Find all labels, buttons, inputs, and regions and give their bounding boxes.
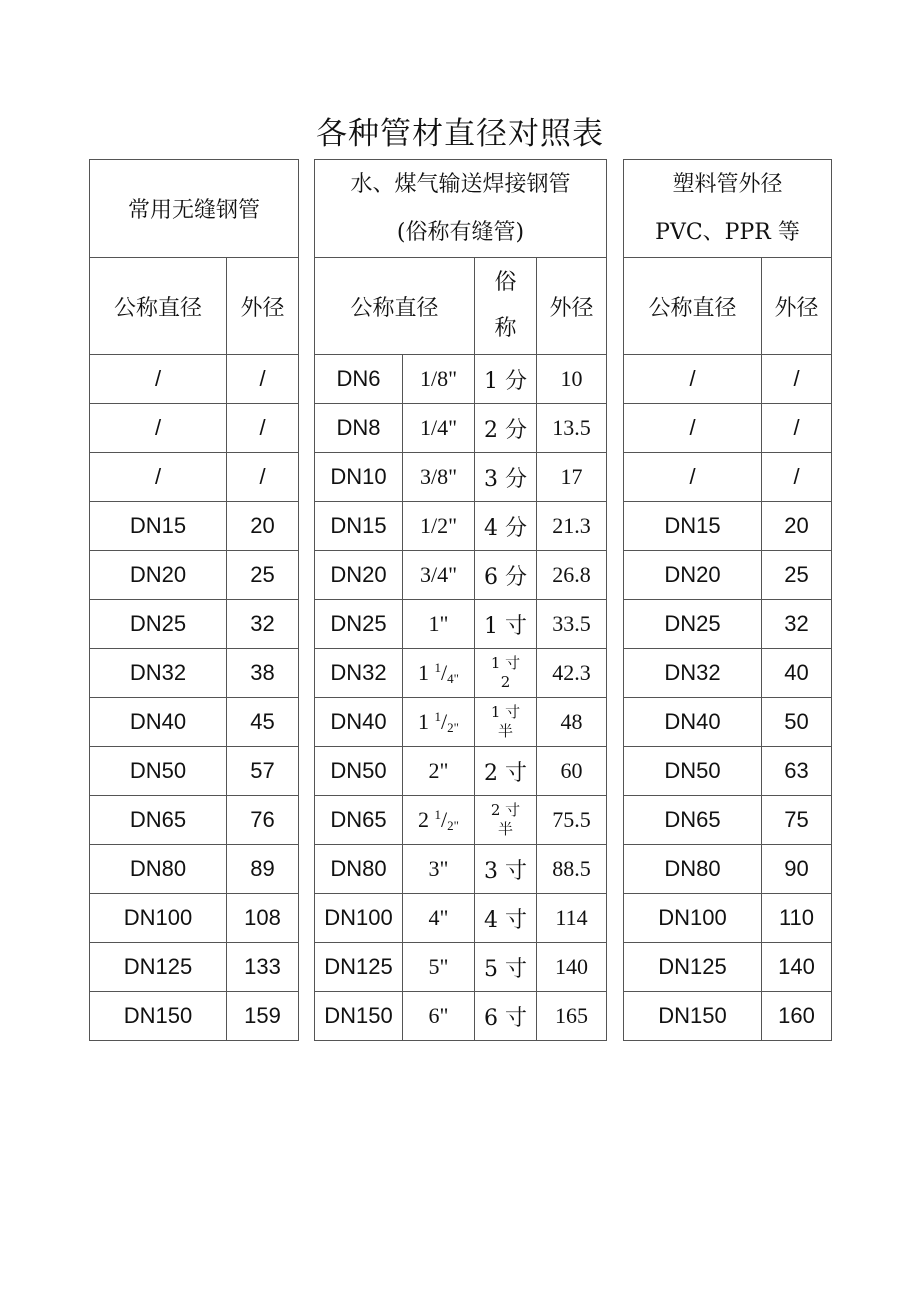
welded-od-cell: 42.3 <box>537 649 607 698</box>
common-small-line2: 2 <box>500 673 511 691</box>
table-row <box>624 943 832 992</box>
welded-od-cell: 26.8 <box>537 551 607 600</box>
welded-inch-cell: 1/2" <box>403 502 475 551</box>
welded-dn-cell: DN40 <box>315 698 403 747</box>
seamless-nominal-cell: DN20 <box>90 551 227 600</box>
seamless-od-cell: 45 <box>227 698 299 747</box>
table-row <box>624 404 832 453</box>
table-row <box>90 404 299 453</box>
welded-common-cell: 2 分 <box>475 404 537 453</box>
welded-common-cell: 1 分 <box>475 355 537 404</box>
welded-common-cell <box>475 698 537 747</box>
plastic-od-cell: 50 <box>762 698 832 747</box>
seamless-od-cell: / <box>227 404 299 453</box>
welded-dn-cell: DN25 <box>315 600 403 649</box>
seamless-nominal-cell: DN25 <box>90 600 227 649</box>
welded-col-nominal: 公称直径 <box>315 258 475 355</box>
plastic-od-cell: / <box>762 453 832 502</box>
seamless-nominal-cell: / <box>90 404 227 453</box>
seamless-nominal-cell: DN80 <box>90 845 227 894</box>
plastic-nominal-cell: / <box>624 355 762 404</box>
common-small-line2: 半 <box>497 820 513 838</box>
plastic-nominal-cell: DN100 <box>624 894 762 943</box>
plastic-nominal-cell: DN32 <box>624 649 762 698</box>
table-row <box>315 502 607 551</box>
welded-common-cell: 6 分 <box>475 551 537 600</box>
seamless-od-cell: 159 <box>227 992 299 1041</box>
plastic-col-nominal: 公称直径 <box>624 258 762 355</box>
welded-inch-cell: 2" <box>403 747 475 796</box>
welded-inch-cell <box>403 796 475 845</box>
common-small-line1: 1 寸 <box>490 703 521 721</box>
welded-common-cell <box>475 649 537 698</box>
inch-fraction: $^1/_{4"}$ <box>434 659 459 686</box>
welded-dn-cell: DN125 <box>315 943 403 992</box>
seamless-nominal-cell: DN125 <box>90 943 227 992</box>
seamless-od-cell: 25 <box>227 551 299 600</box>
table-row <box>90 551 299 600</box>
welded-od-cell: 33.5 <box>537 600 607 649</box>
plastic-nominal-cell: DN15 <box>624 502 762 551</box>
common-small-line1: 1 寸 <box>490 654 521 672</box>
table-row <box>315 992 607 1041</box>
plastic-nominal-cell: DN25 <box>624 600 762 649</box>
plastic-od-cell: 90 <box>762 845 832 894</box>
welded-common-cell: 4 分 <box>475 502 537 551</box>
inch-fraction: $^1/_{2"}$ <box>434 708 459 735</box>
fraction-numerator: 1 <box>434 708 442 724</box>
welded-od-cell: 75.5 <box>537 796 607 845</box>
fraction-denominator: 2" <box>447 817 459 833</box>
welded-common-cell: 3 分 <box>475 453 537 502</box>
welded-dn-cell: DN32 <box>315 649 403 698</box>
welded-header-line2: (俗称有缝管) <box>396 219 525 245</box>
table-row <box>90 747 299 796</box>
table-row <box>624 649 832 698</box>
table-row <box>315 894 607 943</box>
fraction-numerator: 1 <box>434 806 442 822</box>
table-row <box>315 649 607 698</box>
seamless-col-nominal: 公称直径 <box>90 258 227 355</box>
seamless-od-cell: / <box>227 355 299 404</box>
welded-od-cell: 21.3 <box>537 502 607 551</box>
plastic-od-cell: 25 <box>762 551 832 600</box>
plastic-nominal-cell: DN150 <box>624 992 762 1041</box>
table-row <box>315 698 607 747</box>
plastic-nominal-cell: / <box>624 453 762 502</box>
plastic-pipe-table <box>623 159 832 1041</box>
plastic-od-cell: 20 <box>762 502 832 551</box>
table-row <box>90 894 299 943</box>
welded-inch-cell <box>403 649 475 698</box>
plastic-header-line1: 塑料管外径 <box>672 171 783 197</box>
fraction-numerator: 1 <box>434 659 442 675</box>
table-row <box>624 992 832 1041</box>
welded-header-line1: 水、煤气输送焊接钢管 <box>350 171 571 197</box>
welded-pipe-table <box>314 159 607 1041</box>
plastic-header <box>624 160 832 258</box>
seamless-nominal-cell: DN50 <box>90 747 227 796</box>
table-row <box>90 796 299 845</box>
plastic-nominal-cell: DN80 <box>624 845 762 894</box>
seamless-od-cell: 20 <box>227 502 299 551</box>
inch-whole: 1 <box>418 659 430 685</box>
welded-col-common-1: 俗 <box>494 270 517 295</box>
table-row <box>315 845 607 894</box>
table-row <box>90 698 299 747</box>
seamless-pipe-table <box>89 159 299 1041</box>
plastic-od-cell: / <box>762 404 832 453</box>
welded-inch-cell: 5" <box>403 943 475 992</box>
table-row <box>315 747 607 796</box>
table-row <box>90 502 299 551</box>
table-row <box>315 943 607 992</box>
welded-dn-cell: DN10 <box>315 453 403 502</box>
seamless-nominal-cell: DN32 <box>90 649 227 698</box>
inch-fraction: $^1/_{2"}$ <box>434 806 459 833</box>
inch-whole: 1 <box>418 708 430 734</box>
welded-inch-cell: 3" <box>403 845 475 894</box>
table-row <box>90 845 299 894</box>
seamless-nominal-cell: / <box>90 453 227 502</box>
table-row <box>624 355 832 404</box>
welded-od-cell: 48 <box>537 698 607 747</box>
welded-inch-cell: 1" <box>403 600 475 649</box>
table-row <box>90 355 299 404</box>
welded-od-cell: 114 <box>537 894 607 943</box>
table-row <box>624 600 832 649</box>
table-row <box>624 698 832 747</box>
plastic-nominal-cell: DN40 <box>624 698 762 747</box>
seamless-od-cell: 89 <box>227 845 299 894</box>
plastic-header-line2: PVC、PPR 等 <box>655 219 800 245</box>
seamless-nominal-cell: / <box>90 355 227 404</box>
seamless-od-cell: 133 <box>227 943 299 992</box>
welded-common-cell: 6 寸 <box>475 992 537 1041</box>
common-small-line1: 2 寸 <box>490 801 521 819</box>
table-row <box>624 453 832 502</box>
welded-dn-cell: DN100 <box>315 894 403 943</box>
welded-col-od: 外径 <box>537 258 607 355</box>
plastic-nominal-cell: DN125 <box>624 943 762 992</box>
table-row <box>315 404 607 453</box>
table-row <box>315 355 607 404</box>
plastic-od-cell: / <box>762 355 832 404</box>
welded-od-cell: 60 <box>537 747 607 796</box>
plastic-nominal-cell: / <box>624 404 762 453</box>
fraction-denominator: 2" <box>447 719 459 735</box>
welded-od-cell: 88.5 <box>537 845 607 894</box>
table-row <box>624 502 832 551</box>
welded-od-cell: 140 <box>537 943 607 992</box>
table-row <box>90 600 299 649</box>
welded-dn-cell: DN80 <box>315 845 403 894</box>
table-row <box>624 796 832 845</box>
welded-dn-cell: DN65 <box>315 796 403 845</box>
table-row <box>315 551 607 600</box>
plastic-nominal-cell: DN50 <box>624 747 762 796</box>
welded-col-common-2: 称 <box>494 316 517 341</box>
table-row <box>624 747 832 796</box>
plastic-nominal-cell: DN20 <box>624 551 762 600</box>
plastic-od-cell: 140 <box>762 943 832 992</box>
seamless-od-cell: 38 <box>227 649 299 698</box>
plastic-od-cell: 75 <box>762 796 832 845</box>
welded-dn-cell: DN150 <box>315 992 403 1041</box>
plastic-od-cell: 110 <box>762 894 832 943</box>
welded-common-cell: 4 寸 <box>475 894 537 943</box>
page-title: 各种管材直径对照表 <box>316 116 604 152</box>
welded-common-cell: 3 寸 <box>475 845 537 894</box>
seamless-header: 常用无缝钢管 <box>90 160 299 258</box>
common-small-line2: 半 <box>497 722 513 740</box>
seamless-od-cell: 57 <box>227 747 299 796</box>
table-row <box>90 453 299 502</box>
seamless-od-cell: / <box>227 453 299 502</box>
welded-od-cell: 13.5 <box>537 404 607 453</box>
table-row <box>624 845 832 894</box>
table-row <box>315 796 607 845</box>
welded-dn-cell: DN50 <box>315 747 403 796</box>
welded-inch-cell: 3/4" <box>403 551 475 600</box>
welded-common-cell: 5 寸 <box>475 943 537 992</box>
welded-dn-cell: DN6 <box>315 355 403 404</box>
plastic-od-cell: 63 <box>762 747 832 796</box>
plastic-nominal-cell: DN65 <box>624 796 762 845</box>
welded-col-common <box>475 258 537 355</box>
seamless-od-cell: 76 <box>227 796 299 845</box>
welded-inch-cell: 1/4" <box>403 404 475 453</box>
welded-inch-cell: 6" <box>403 992 475 1041</box>
seamless-col-od: 外径 <box>227 258 299 355</box>
welded-od-cell: 10 <box>537 355 607 404</box>
welded-od-cell: 165 <box>537 992 607 1041</box>
welded-dn-cell: DN15 <box>315 502 403 551</box>
welded-common-cell: 2 寸 <box>475 747 537 796</box>
welded-inch-cell: 1/8" <box>403 355 475 404</box>
welded-common-cell: 1 寸 <box>475 600 537 649</box>
welded-inch-cell <box>403 698 475 747</box>
seamless-nominal-cell: DN15 <box>90 502 227 551</box>
table-row <box>624 894 832 943</box>
table-row <box>624 551 832 600</box>
seamless-od-cell: 108 <box>227 894 299 943</box>
welded-inch-cell: 4" <box>403 894 475 943</box>
welded-header <box>315 160 607 258</box>
table-row <box>90 649 299 698</box>
seamless-nominal-cell: DN100 <box>90 894 227 943</box>
welded-dn-cell: DN8 <box>315 404 403 453</box>
seamless-nominal-cell: DN40 <box>90 698 227 747</box>
plastic-col-od: 外径 <box>762 258 832 355</box>
seamless-od-cell: 32 <box>227 600 299 649</box>
seamless-nominal-cell: DN65 <box>90 796 227 845</box>
fraction-denominator: 4" <box>447 670 459 686</box>
welded-od-cell: 17 <box>537 453 607 502</box>
table-row <box>90 943 299 992</box>
plastic-od-cell: 32 <box>762 600 832 649</box>
table-row <box>90 992 299 1041</box>
plastic-od-cell: 40 <box>762 649 832 698</box>
welded-dn-cell: DN20 <box>315 551 403 600</box>
welded-inch-cell: 3/8" <box>403 453 475 502</box>
inch-whole: 2 <box>418 806 430 832</box>
plastic-od-cell: 160 <box>762 992 832 1041</box>
seamless-nominal-cell: DN150 <box>90 992 227 1041</box>
table-row <box>315 600 607 649</box>
welded-common-cell <box>475 796 537 845</box>
table-row <box>315 453 607 502</box>
